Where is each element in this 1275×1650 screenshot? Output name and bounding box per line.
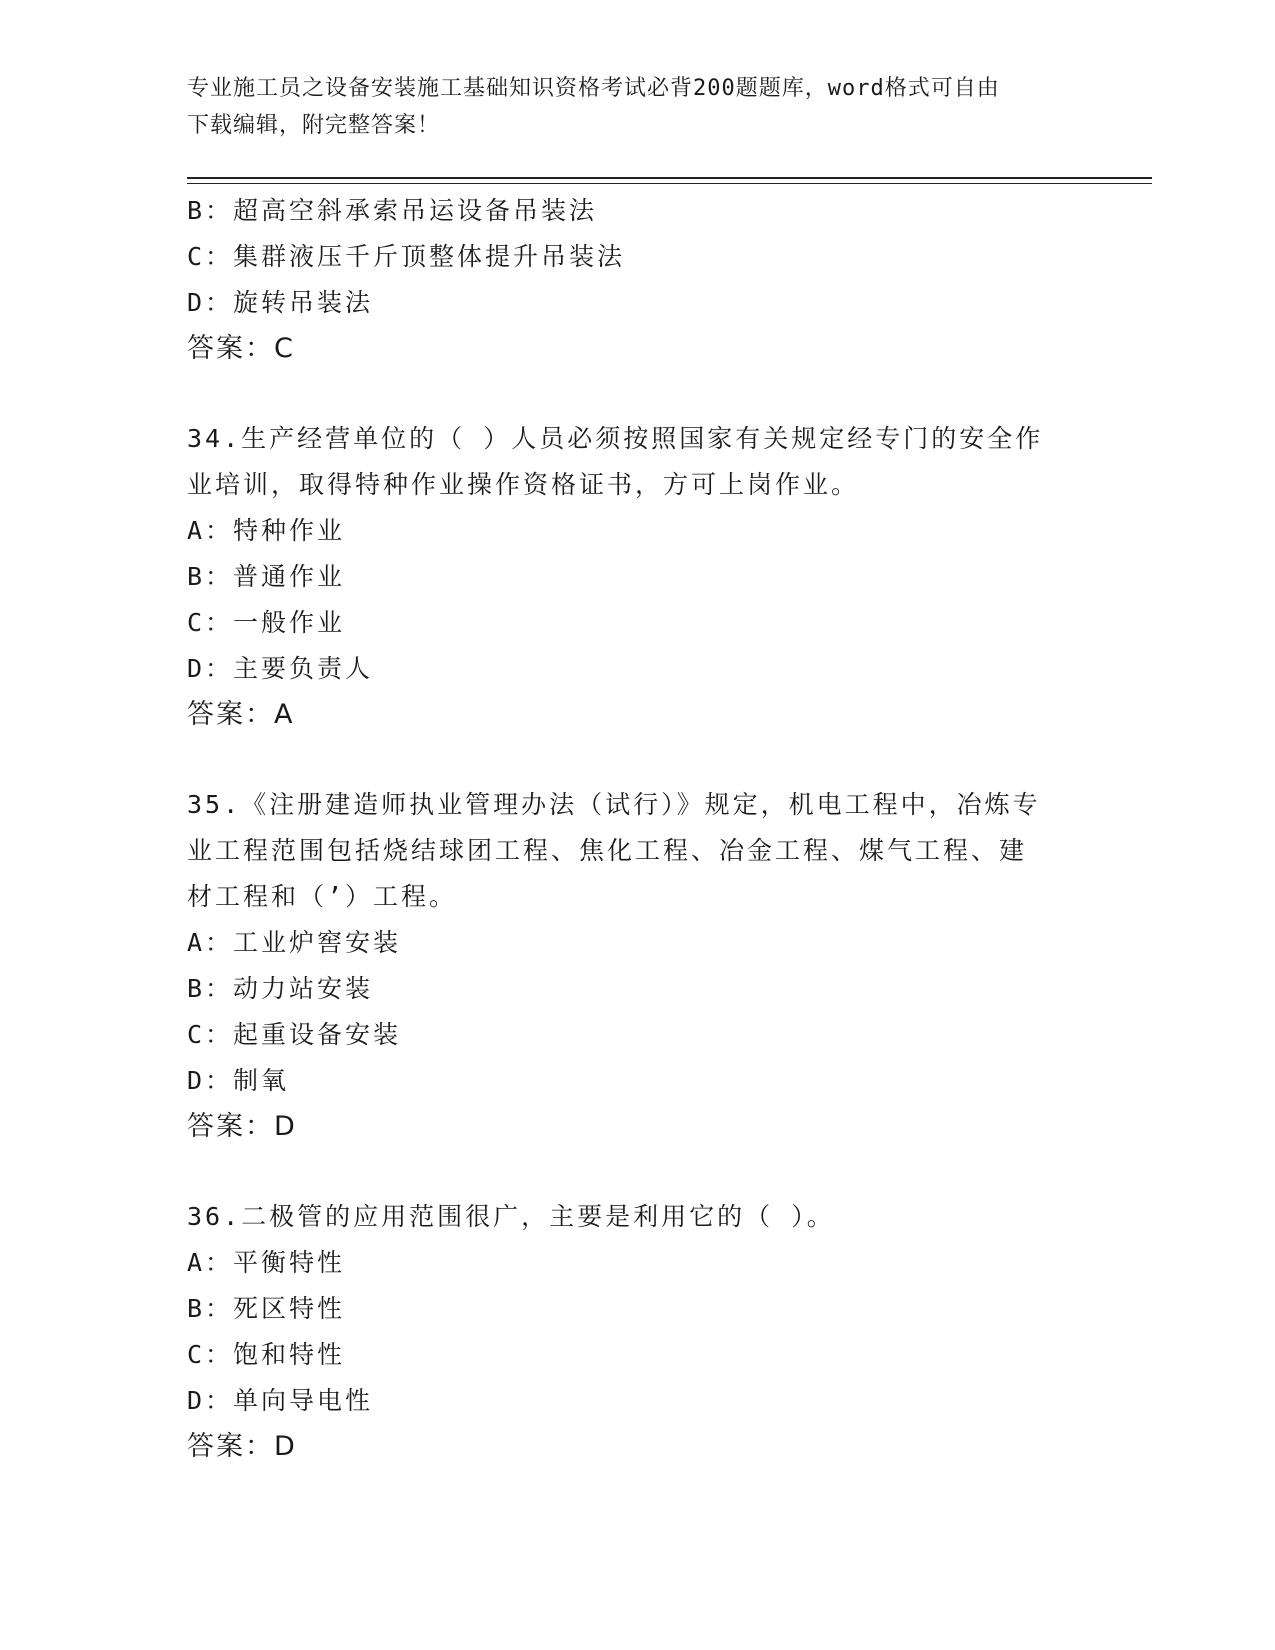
option-a: A：平衡特性 xyxy=(187,1248,346,1277)
option-c: C：集群液压千斤顶整体提升吊装法 xyxy=(187,242,626,271)
question-content xyxy=(187,188,1087,1470)
option-d: D：主要负责人 xyxy=(187,654,374,683)
question-text: 35.《注册建造师执业管理办法（试行）》规定，机电工程中，冶炼专 xyxy=(187,790,1041,819)
question-text: 材工程和（’）工程。 xyxy=(187,882,458,911)
document-header xyxy=(187,70,1067,144)
header-line-1: 专业施工员之设备安装施工基础知识资格考试必背200题题库，word格式可自由 xyxy=(187,76,1000,101)
option-d: D：制氧 xyxy=(187,1066,290,1095)
option-c: C：一般作业 xyxy=(187,608,346,637)
option-d: D：旋转吊装法 xyxy=(187,288,374,317)
answer-line: 答案：D xyxy=(187,1431,297,1462)
question-text: 36.二极管的应用范围很广，主要是利用它的（ ）。 xyxy=(187,1202,835,1231)
option-b: B：动力站安装 xyxy=(187,974,374,1003)
header-rule-thin xyxy=(187,183,1152,184)
option-a: A：工业炉窖安装 xyxy=(187,928,402,957)
answer-line: 答案：D xyxy=(187,1111,297,1142)
option-c: C：饱和特性 xyxy=(187,1340,346,1369)
prev-question xyxy=(187,188,1087,372)
option-d: D：单向导电性 xyxy=(187,1386,374,1415)
answer-line: 答案：C xyxy=(187,333,295,364)
option-b: B：超高空斜承索吊运设备吊装法 xyxy=(187,196,598,225)
question-35 xyxy=(187,782,1087,1150)
question-34 xyxy=(187,416,1087,738)
question-text: 业培训，取得特种作业操作资格证书，方可上岗作业。 xyxy=(187,470,860,499)
option-b: B：死区特性 xyxy=(187,1294,346,1323)
question-text: 业工程范围包括烧结球团工程、焦化工程、冶金工程、煤气工程、建 xyxy=(187,836,1028,865)
header-line-2: 下载编辑，附完整答案！ xyxy=(187,113,441,138)
answer-line: 答案：A xyxy=(187,699,295,730)
header-rule-thick xyxy=(187,177,1152,179)
question-text: 34.生产经营单位的（ ）人员必须按照国家有关规定经专门的安全作 xyxy=(187,424,1044,453)
option-b: B：普通作业 xyxy=(187,562,346,591)
option-a: A：特种作业 xyxy=(187,516,346,545)
question-36 xyxy=(187,1194,1087,1470)
option-c: C：起重设备安装 xyxy=(187,1020,402,1049)
